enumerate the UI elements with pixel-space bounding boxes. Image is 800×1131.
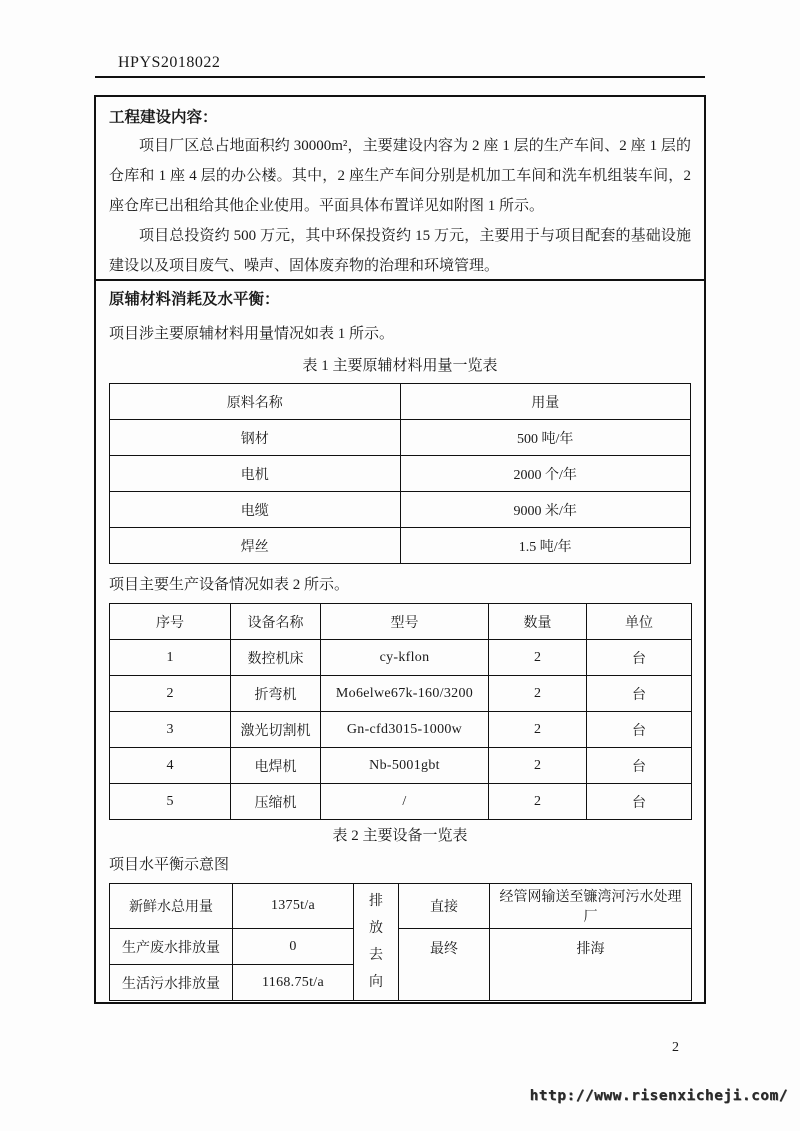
section-materials-title: 原辅材料消耗及水平衡：	[109, 291, 280, 308]
table-cell: 电机	[110, 456, 401, 492]
table-cell: cy-kflon	[321, 640, 489, 676]
table-cell: Mo6elwe67k-160/3200	[321, 676, 489, 712]
construction-paragraph-2: 项目总投资约 500 万元，其中环保投资约 15 万元，主要用于与项目配套的基础设施建设以及项目废气、噪声、固体废弃物的治理和环境管理。	[109, 228, 691, 274]
table-cell: 2	[489, 712, 587, 748]
table-cell: 500 吨/年	[400, 420, 691, 456]
table2-caption: 表 2 主要设备一览表	[332, 828, 468, 844]
table-cell: 4	[110, 748, 231, 784]
table-row	[110, 456, 691, 492]
table-row	[110, 528, 691, 564]
section-construction-title: 工程建设内容：	[109, 109, 218, 126]
table-cell: 0	[233, 929, 354, 965]
table-cell: 排海	[490, 929, 692, 1001]
materials-table	[109, 383, 691, 564]
table-cell: 台	[587, 640, 692, 676]
table-cell: 1375t/a	[233, 884, 354, 929]
materials-intro: 项目涉主要原辅材料用量情况如表 1 所示。	[109, 326, 395, 342]
table-cell: 压缩机	[231, 784, 321, 820]
doc-number: HPYS2018022	[118, 54, 221, 71]
table-row	[110, 929, 692, 965]
table-cell: 台	[587, 748, 692, 784]
table-cell: 1	[110, 640, 231, 676]
water-balance-table	[109, 883, 692, 1001]
table-header-cell: 用量	[400, 384, 691, 420]
table-cell: 钢材	[110, 420, 401, 456]
table-cell: 数控机床	[231, 640, 321, 676]
table-header-cell: 设备名称	[231, 604, 321, 640]
construction-paragraph-1: 项目厂区总占地面积约 30000m²，主要建设内容为 2 座 1 层的生产车间、2 座 1 层的仓库和 1 座 4 层的办公楼。其中，2 座生产车间分别是机加工车间和洗车机组装车间，2 座仓库已出租给其他企业使用。平面具体布置详见如附图 1 所示。	[109, 138, 691, 214]
table-cell: 2	[489, 748, 587, 784]
table-cell: Gn-cfd3015-1000w	[321, 712, 489, 748]
table-row	[110, 784, 692, 820]
table-cell: 5	[110, 784, 231, 820]
water-balance-title: 项目水平衡示意图	[109, 857, 230, 873]
table-cell: 台	[587, 676, 692, 712]
table-row	[110, 712, 692, 748]
table-cell: 电缆	[110, 492, 401, 528]
section-construction	[96, 97, 704, 281]
table-cell: 2	[489, 640, 587, 676]
table-header-row	[110, 384, 691, 420]
table-cell: 3	[110, 712, 231, 748]
table1-caption: 表 1 主要原辅材料用量一览表	[302, 358, 498, 374]
table-row	[110, 884, 692, 929]
table-cell: 电焊机	[231, 748, 321, 784]
table-cell: 生产废水排放量	[110, 929, 233, 965]
table-cell: 新鲜水总用量	[110, 884, 233, 929]
table-row	[110, 676, 692, 712]
table-row	[110, 492, 691, 528]
table-cell: 激光切割机	[231, 712, 321, 748]
discharge-direction-text: 排放去向	[369, 894, 383, 990]
equipment-intro: 项目主要生产设备情况如表 2 所示。	[109, 577, 350, 593]
table-cell: Nb-5001gbt	[321, 748, 489, 784]
equipment-table	[109, 603, 692, 820]
header-rule	[95, 76, 705, 78]
discharge-direction-header	[354, 884, 399, 1001]
table-cell: 2	[110, 676, 231, 712]
content-box	[94, 95, 706, 1004]
table-header-row	[110, 604, 692, 640]
table-cell: 台	[587, 784, 692, 820]
table-row	[110, 748, 692, 784]
table-cell: 直接	[399, 884, 490, 929]
table-cell: 1.5 吨/年	[400, 528, 691, 564]
table-cell: 焊丝	[110, 528, 401, 564]
table-row	[110, 420, 691, 456]
table-header-cell: 序号	[110, 604, 231, 640]
table-header-cell: 原料名称	[110, 384, 401, 420]
watermark-url: http://www.risenxicheji.com/	[529, 1088, 788, 1104]
table-cell: 2	[489, 784, 587, 820]
table-cell: /	[321, 784, 489, 820]
table-cell: 经管网输送至镰湾河污水处理厂	[490, 884, 692, 929]
table-cell: 生活污水排放量	[110, 965, 233, 1001]
table-cell: 最终	[399, 929, 490, 1001]
table-cell: 折弯机	[231, 676, 321, 712]
table-header-cell: 单位	[587, 604, 692, 640]
section-materials	[96, 281, 704, 1001]
table-cell: 2	[489, 676, 587, 712]
table-cell: 台	[587, 712, 692, 748]
table-row	[110, 640, 692, 676]
table-cell: 2000 个/年	[400, 456, 691, 492]
table-header-cell: 型号	[321, 604, 489, 640]
table-cell: 9000 米/年	[400, 492, 691, 528]
page-number: 2	[672, 1040, 679, 1055]
table-header-cell: 数量	[489, 604, 587, 640]
table-cell: 1168.75t/a	[233, 965, 354, 1001]
